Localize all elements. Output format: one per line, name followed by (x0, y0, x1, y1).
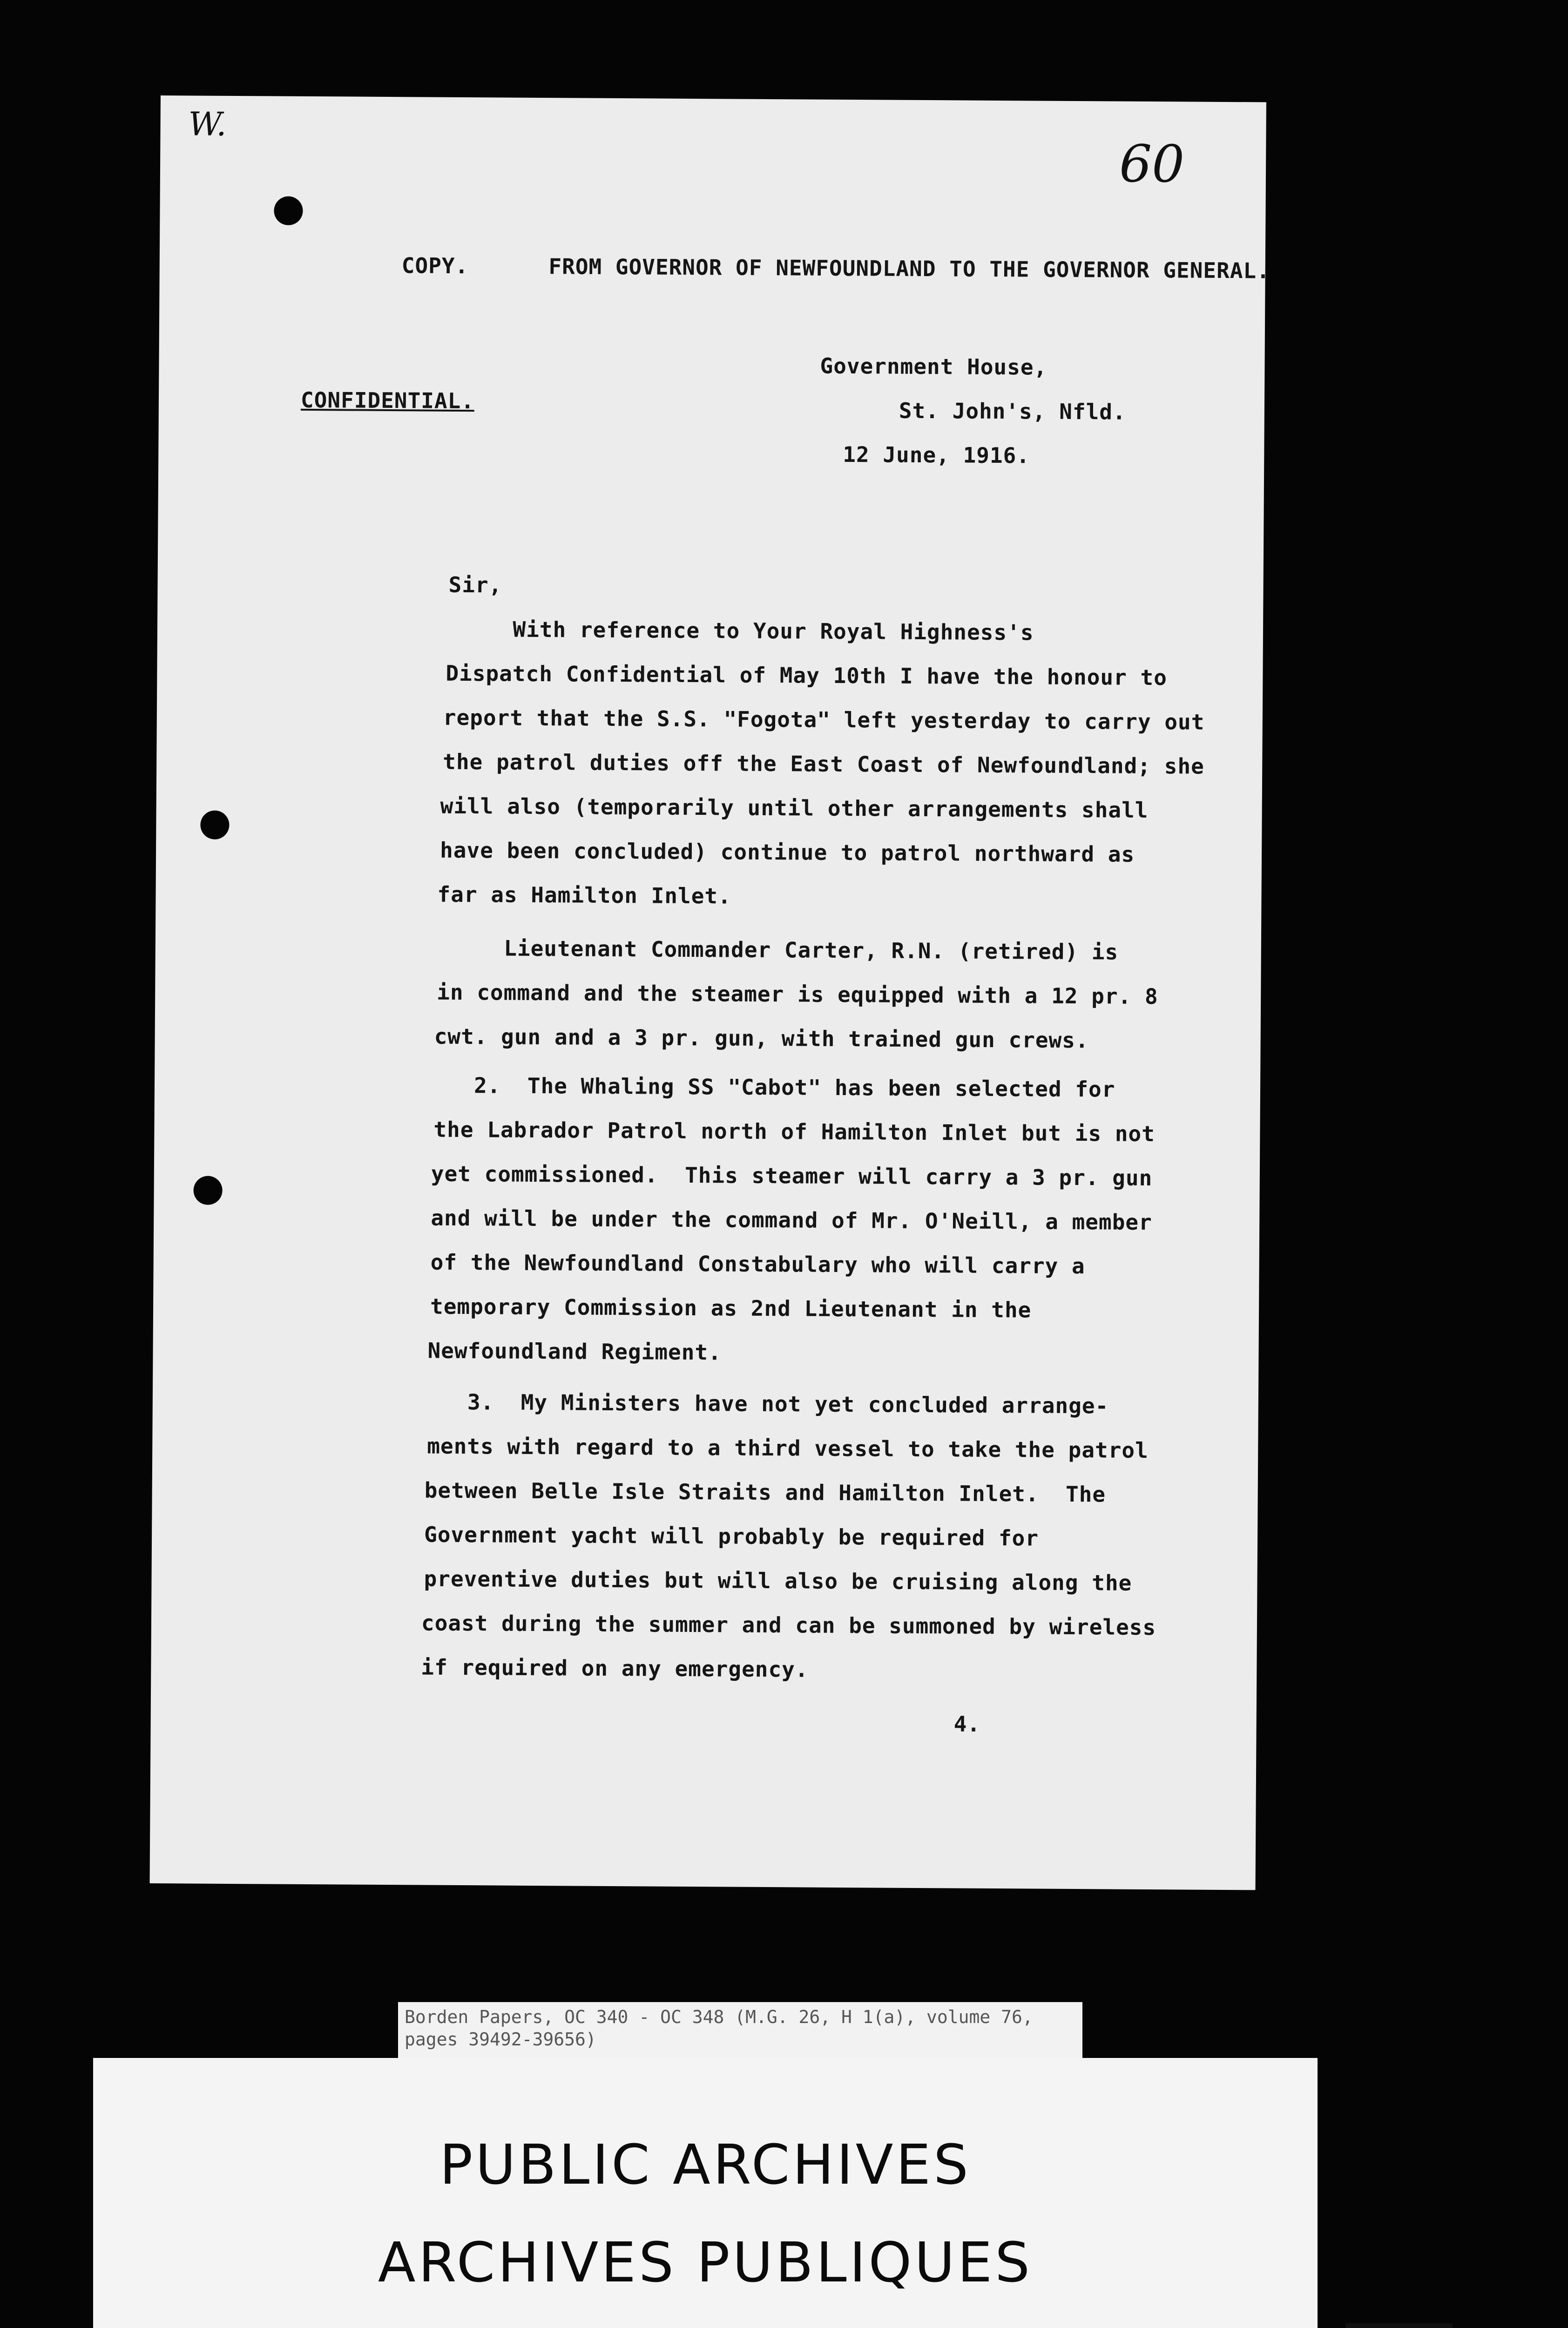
corner-mark: W. (188, 105, 227, 143)
body-line: preventive duties but will also be cruising along the (424, 1566, 1132, 1596)
body-line: temporary Commission as 2nd Lieutenant in the (430, 1293, 1032, 1323)
body-line: 3. My Ministers have not yet concluded arrange- (427, 1389, 1109, 1419)
punch-hole (274, 196, 303, 225)
body-line: coast during the summer and can be summoned by wireless (421, 1610, 1156, 1640)
punch-hole (200, 811, 229, 839)
body-line: far as Hamilton Inlet. (437, 881, 731, 909)
body-line: the patrol duties off the East Coast of Newfoundland; she (443, 749, 1204, 779)
archive-title-fr: ARCHIVES PUBLIQUES (378, 2230, 1033, 2294)
document-heading: COPY. FROM GOVERNOR OF NEWFOUNDLAND TO THE GOVERNOR GENERAL. (401, 253, 1271, 284)
page-continuation-number: 4. (953, 1711, 981, 1737)
archive-card (93, 2058, 1318, 2328)
body-line: Lieutenant Commander Carter, R.N. (retired) is (437, 935, 1119, 965)
body-line: Government yacht will probably be required for (424, 1522, 1039, 1551)
punch-hole (193, 1176, 222, 1205)
body-line: 2. The Whaling SS "Cabot" has been selected for (433, 1072, 1115, 1102)
reference-line: pages 39492-39656) (405, 2029, 596, 2050)
body-line: cwt. gun and a 3 pr. gun, with trained gun crews. (434, 1023, 1089, 1053)
body-line: With reference to Your Royal Highness's (446, 616, 1034, 645)
body-line: of the Newfoundland Constabulary who will carry a (430, 1249, 1085, 1279)
body-line: have been concluded) continue to patrol northward as (439, 837, 1135, 867)
archive-title-en: PUBLIC ARCHIVES (439, 2132, 971, 2197)
document-page (150, 95, 1271, 1890)
address-line: 12 June, 1916. (843, 441, 1030, 468)
reference-line: Borden Papers, OC 340 - OC 348 (M.G. 26, H 1(a), volume 76, (405, 2007, 1033, 2027)
salutation: Sir, (448, 572, 502, 598)
body-line: the Labrador Patrol north of Hamilton Inlet but is not (433, 1117, 1156, 1147)
address-line: St. John's, Nfld. (899, 398, 1126, 425)
body-line: if required on any emergency. (421, 1654, 809, 1682)
classification-label: CONFIDENTIAL. (300, 387, 475, 414)
body-line: Newfoundland Regiment. (427, 1338, 722, 1365)
folio-number: 60 (1119, 134, 1185, 194)
archives-seal-icon (1341, 2319, 1457, 2328)
body-line: and will be under the command of Mr. O'Neill, a member (431, 1205, 1152, 1235)
address-line: Government House, (820, 353, 1048, 380)
body-line: will also (temporarily until other arrangements shall (440, 793, 1149, 823)
reference-slip (398, 2002, 1082, 2058)
body-line: report that the S.S. "Fogota" left yesterday to carry out (443, 704, 1205, 735)
body-line: yet commissioned. This steamer will carry a 3 pr. gun (431, 1161, 1153, 1191)
body-line: Dispatch Confidential of May 10th I have the honour to (446, 660, 1168, 690)
body-line: between Belle Isle Straits and Hamilton Inlet. The (424, 1477, 1106, 1507)
body-line: ments with regard to a third vessel to take the patrol (427, 1433, 1149, 1463)
body-line: in command and the steamer is equipped with a 12 pr. 8 (437, 979, 1158, 1009)
